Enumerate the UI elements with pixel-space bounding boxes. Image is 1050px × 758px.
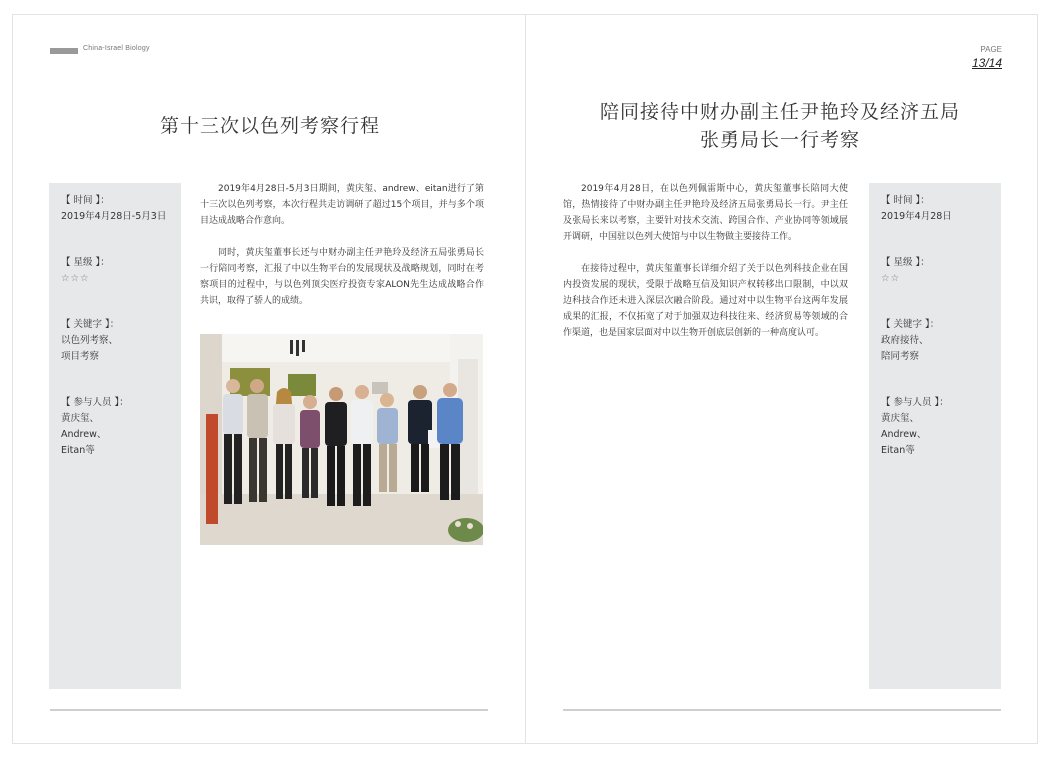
sidebar-value: 项目考察 xyxy=(61,351,100,362)
sidebar-label: 【 时间 】： xyxy=(881,195,930,206)
sidebar-value: 以色列考察、 xyxy=(61,335,119,346)
sidebar-label: 【 参与人员 】： xyxy=(61,397,129,408)
sidebar-time xyxy=(61,193,181,225)
right-page-title xyxy=(570,98,990,154)
sidebar-label: 【 星级 】： xyxy=(881,257,930,268)
paragraph: 同时，黄庆玺董事长还与中财办副主任尹艳玲及经济五局张勇局长一行陪同考察，汇报了中以生物平台的发展现状及战略规划，同时在考察项目的过程中，与以色列顶尖医疗投资专家ALON先生达成战略合作共识，取得了骄人的成绩。 xyxy=(200,248,484,306)
sidebar-value: 政府接待、 xyxy=(881,335,929,346)
sidebar-value: 黄庆玺、 xyxy=(61,413,100,424)
page-number: 13/14 xyxy=(971,56,1002,70)
header-bar xyxy=(50,48,78,54)
sidebar-time xyxy=(881,193,1001,225)
paragraph: 在接待过程中，黄庆玺董事长详细介绍了关于以色列科技企业在国内投资发展的现状，受限于战略互信及知识产权转移出口限制，中以双边科技合作还未进入深层次融合阶段。通过对中以生物平台这两年发展成果的汇报，不仅拓宽了对于加强双边科技往来、经济贸易等领域的合作渠道，也是国家层面对中以生物开创底层创新的一种高度认可。 xyxy=(563,264,848,338)
left-page-title: 第十三次以色列考察行程 xyxy=(159,115,380,137)
sidebar-label: 【 星级 】： xyxy=(61,257,110,268)
group-photo xyxy=(200,334,483,545)
sidebar-value: Eitan等 xyxy=(881,445,915,456)
sidebar-label: 【 参与人员 】： xyxy=(881,397,949,408)
sidebar-value: 2019年4月28日-5月3日 xyxy=(61,211,167,222)
sidebar-participants xyxy=(61,395,181,459)
sidebar-rating xyxy=(61,255,181,287)
right-body xyxy=(563,181,848,357)
star-rating: ☆☆ xyxy=(881,273,901,284)
sidebar-value: Andrew、 xyxy=(881,429,927,440)
sidebar-label: 【 关键字 】： xyxy=(61,319,120,330)
sidebar-label: 【 关键字 】： xyxy=(881,319,940,330)
footer-rule xyxy=(50,709,488,711)
page-fold xyxy=(525,14,526,744)
left-sidebar xyxy=(49,183,181,689)
sidebar-participants xyxy=(881,395,1001,459)
header-brand: China-Israel Biology xyxy=(83,45,150,52)
right-sidebar xyxy=(869,183,1001,689)
paragraph: 2019年4月28日，在以色列佩雷斯中心，黄庆玺董事长陪同大使馆，热情接待了中财办副主任尹艳玲及经济五局张勇局长一行。尹主任及张局长来以考察，主要针对技术交流、跨国合作、产业协同等领域展开调研，中国驻以色列大使馆与中以生物做主要接待工作。 xyxy=(563,184,848,242)
title-line: 张勇局长一行考察 xyxy=(699,129,860,151)
page-label: PAGE xyxy=(980,45,1002,54)
sidebar-rating xyxy=(881,255,1001,287)
sidebar-value: 2019年4月28日 xyxy=(881,211,952,222)
sidebar-keywords xyxy=(61,317,181,365)
sidebar-label: 【 时间 】： xyxy=(61,195,110,206)
title-line: 陪同接待中财办副主任尹艳玲及经济五局 xyxy=(599,101,960,123)
sidebar-value: 陪同考察 xyxy=(881,351,920,362)
sidebar-value: Andrew、 xyxy=(61,429,107,440)
sidebar-value: 黄庆玺、 xyxy=(881,413,920,424)
star-rating: ☆☆☆ xyxy=(61,273,90,284)
sidebar-keywords xyxy=(881,317,1001,365)
paragraph: 2019年4月28日-5月3日期间，黄庆玺、andrew、eitan进行了第十三次以色列考察，本次行程共走访调研了超过15个项目，并与多个项目达成战略合作意向。 xyxy=(200,184,484,226)
left-body xyxy=(200,181,484,325)
footer-rule xyxy=(563,709,1001,711)
sidebar-value: Eitan等 xyxy=(61,445,95,456)
